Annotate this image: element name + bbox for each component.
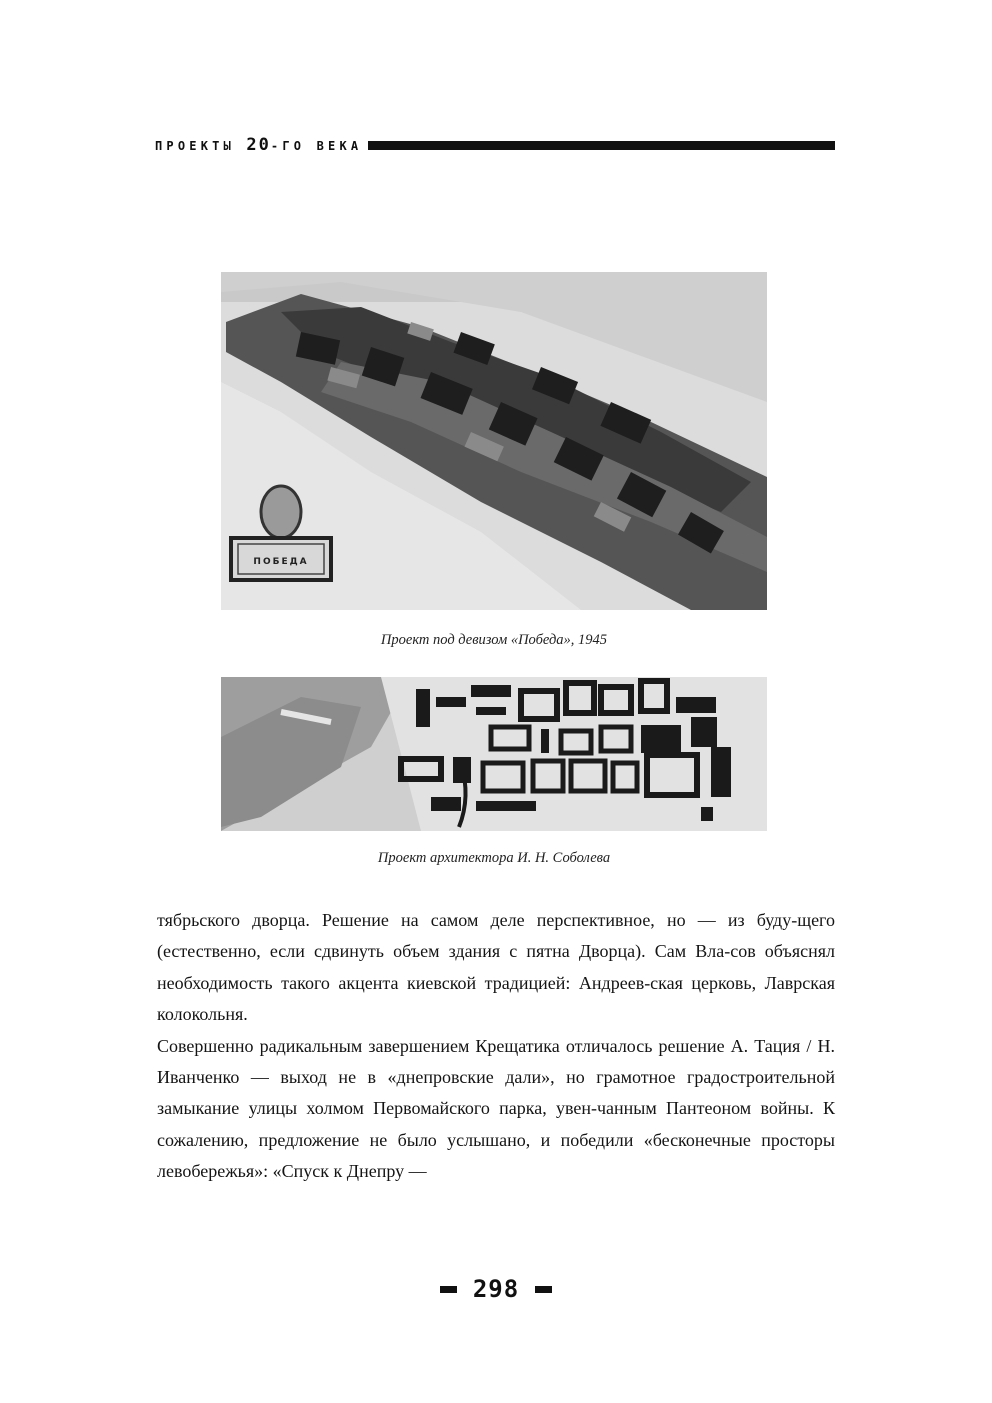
header-title-century: 20 bbox=[246, 135, 271, 155]
page-folio bbox=[0, 1275, 992, 1303]
folio-bar-right bbox=[535, 1286, 552, 1293]
header-title-suffix: -ГО ВЕКА bbox=[270, 139, 363, 153]
header-rule bbox=[368, 141, 835, 150]
figure-pobeda-aerial bbox=[221, 272, 767, 610]
body-paragraph: Совершенно радикальным завершением Крещатика отличалось решение А. Тация / Н. Иванченко — выход не в «днепровские дали», но грамотное градостроительной замыкание улицы холмом Первомайского парка, увен-чанным Пантеоном войны. К сожалению, предложение не было услышано, и победили «бесконечные просторы левобережья»: «Спуск к Днепру — bbox=[157, 1035, 835, 1182]
figure-caption-sobolev: Проект архитектора И. Н. Соболева bbox=[377, 850, 611, 866]
emblem-motto-text: ПОБЕДА bbox=[253, 557, 309, 567]
aerial-view-illustration bbox=[221, 272, 767, 610]
header-title-part: ПРОЕКТЫ bbox=[155, 139, 247, 153]
folio-bar-left bbox=[440, 1286, 457, 1293]
figure-caption-pobeda: Проект под девизом «Победа», 1945 bbox=[380, 632, 608, 648]
site-plan-illustration bbox=[221, 677, 767, 831]
body-text bbox=[157, 905, 835, 1188]
body-paragraph: тябрьского дворца. Решение на самом деле перспективное, но — из буду-щего (естественно, если сдвинуть объем здания с пятна Дворца). Сам Вла-сов объяснял необходимость такого акцента киевской традицией: Андреев-ская церковь, Лаврская колокольня. bbox=[157, 910, 835, 1025]
page-number: 298 bbox=[472, 1275, 520, 1303]
running-header bbox=[155, 137, 835, 153]
figure-sobolev-plan bbox=[221, 677, 767, 831]
running-header-title bbox=[155, 135, 362, 155]
